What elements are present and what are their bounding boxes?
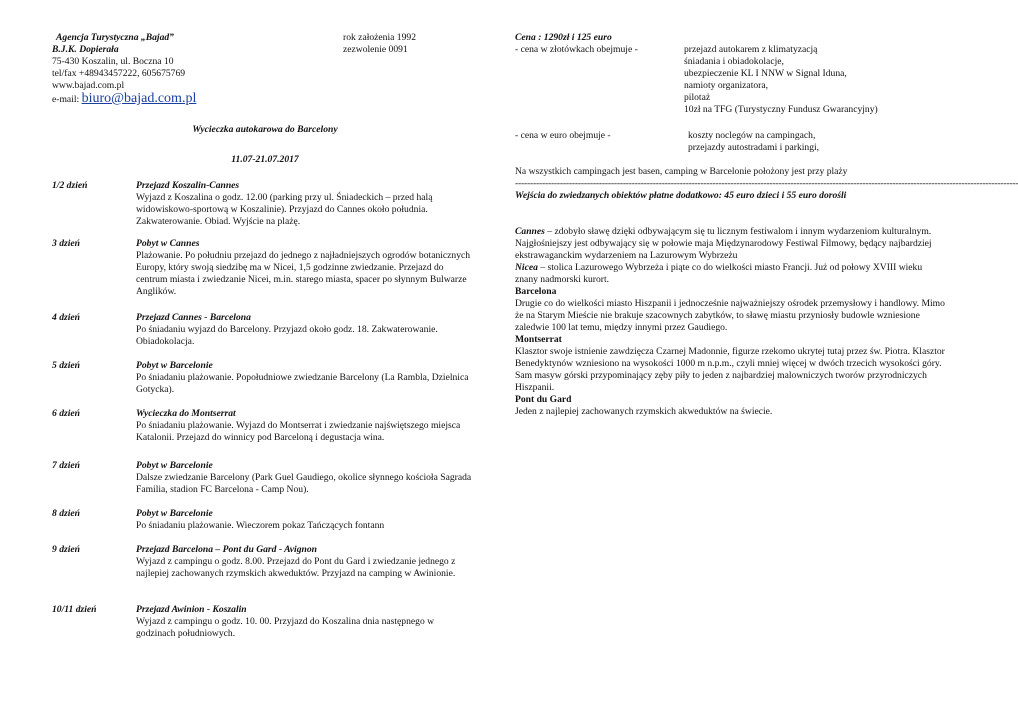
day-description: Plażowanie. Po południu przejazd do jednego z najładniejszych ogrodów botanicznych Europy, który swoją siedzibę ma w Nicei, 1,5 godzinne zwiedzanie. Przejazd do centrum miasta i zwiedzanie Nicei, m.in. starego miasta, spacer po słynnym Bulwarze Anglików. (136, 250, 471, 297)
day-description: Wyjazd z Koszalina o godz. 12.00 (parking przy ul. Śniadeckich – przed halą widowiskowo-sportową w Koszalinie). Przyjazd do Cannes około południa. Zakwaterowanie. Obiad. Wyjście na plażę. (136, 192, 433, 227)
eur-price-label: - cena w euro obejmuje - (515, 130, 611, 141)
price-item: koszty noclegów na campingach, (688, 130, 816, 141)
price-item: namioty organizatora, (684, 80, 769, 91)
agency-phone: tel/fax +48943457222, 605675769 (52, 68, 186, 79)
day-title: Przejazd Koszalin-Cannes (136, 180, 240, 191)
day-block (136, 508, 474, 532)
price-item: śniadania i obiadokolacje, (684, 56, 784, 67)
day-label: 9 dzień (52, 544, 80, 555)
day-block (136, 544, 474, 580)
cannes-name: Cannes (515, 226, 545, 237)
eur-price-items (688, 130, 938, 154)
barcelona-text: Drugie co do wielkości miasto Hiszpanii i jednocześnie najważniejszy ośrodek przemysłowy i handlowy. Mimo że na Starym Mieście nie brakuje szacownych zabytków, to sławę miastu przyniosły budowle wzniesione zaledwie 100 lat temu, między innymi przez Gaudiego. (515, 298, 945, 333)
price-item: pilotaż (684, 92, 711, 103)
price-item: ubezpieczenie KL I NNW w Signal Iduna, (684, 68, 847, 79)
agency-address: 75-430 Koszalin, ul. Boczna 10 (52, 56, 174, 67)
agency-owner: B.J.K. Dopierała (52, 44, 119, 55)
day-title: Pobyt w Cannes (136, 238, 200, 249)
nicea-paragraph (515, 262, 945, 286)
price-item: przejazdy autostradami i parkingi, (688, 142, 820, 153)
montserrat-text: Klasztor swoje istnienie zawdzięcza Czarnej Madonnie, figurze rzekomo ukrytej tutaj przez św. Piotra. Klasztor Benedyktynów wzniesiono na wysokości 1000 m n.p.m., czyli mniej więcej w dwóch trzecich wysokości góry. Sam masyw górski przypominający zęby piły to jeden z najbardziej malowniczych tworów przyrodniczych Hiszpanii. (515, 346, 945, 393)
day-title: Pobyt w Barcelonie (136, 508, 213, 519)
day-title: Przejazd Awinion - Koszalin (136, 604, 247, 615)
day-block (136, 180, 474, 228)
day-block (136, 360, 474, 396)
day-label: 6 dzień (52, 408, 80, 419)
day-title: Wycieczka do Montserrat (136, 408, 236, 419)
permit-number: zezwolenie 0091 (343, 44, 408, 55)
agency-email-row (52, 93, 312, 106)
pontdugard-text: Jeden z najlepiej zachowanych rzymskich akweduktów na świecie. (515, 406, 773, 417)
pontdugard-heading: Pont du Gard (515, 394, 572, 405)
barcelona-heading: Barcelona (515, 286, 557, 297)
day-title: Przejazd Barcelona – Pont du Gard - Avignon (136, 544, 317, 555)
cannes-text: – zdobyło sławę dzięki odbywającym się tu licznym festiwalom i innym wydarzeniom kulturalnym. Najgłośniejszy jest odbywający się w połowie maja Międzynarodowy Festiwal Filmowy, będący najbardziej ekstrawaganckim wydarzeniem na Lazurowym Wybrzeżu (515, 226, 932, 261)
day-description: Po śniadaniu plażowanie. Wieczorem pokaz Tańczących fontann (136, 520, 385, 531)
entrance-fee-note: Wejścia do zwiedzanych obiektów płatne dodatkowo: 45 euro dzieci i 55 euro dorośli (515, 190, 847, 201)
email-label: e-mail: (52, 94, 82, 105)
day-description: Po śniadaniu plażowanie. Wyjazd do Montserrat i zwiedzanie najświętszego miejsca Katalonii. Przejazd do winnicy pod Barceloną i degustacja wina. (136, 420, 461, 443)
day-description: Wyjazd z campingu o godz. 10. 00. Przyjazd do Koszalina dnia następnego w godzinach południowych. (136, 616, 435, 639)
day-block (136, 312, 474, 348)
day-description: Po śniadaniu wyjazd do Barcelony. Przyjazd około godz. 18. Zakwaterowanie. Obiadokolacja. (136, 324, 438, 347)
price-heading: Cena : 1290zł i 125 euro (515, 32, 612, 43)
nicea-name: Nicea (515, 262, 538, 273)
day-title: Przejazd Cannes - Barcelona (136, 312, 251, 323)
cannes-paragraph (515, 226, 945, 262)
day-label: 3 dzień (52, 238, 80, 249)
day-block (136, 460, 474, 496)
agency-name: Agencja Turystyczna „Bajad” (56, 32, 174, 43)
day-label: 8 dzień (52, 508, 80, 519)
destination-info (515, 226, 945, 418)
trip-title: Wycieczka autokarowa do Barcelony (192, 124, 338, 135)
day-block (136, 604, 474, 640)
day-label: 5 dzień (52, 360, 80, 371)
pln-price-label: - cena w złotówkach obejmuje - (515, 44, 638, 55)
day-block (136, 408, 474, 444)
nicea-text: – stolica Lazurowego Wybrzeża i piąte co do wielkości miasto Francji. Już od połowy XVIII wieku znany nadmorski kurort. (515, 262, 923, 285)
day-block (136, 238, 474, 298)
pln-price-items (684, 44, 944, 116)
day-title: Pobyt w Barcelonie (136, 360, 213, 371)
day-description: Dalsze zwiedzanie Barcelony (Park Guel Gaudiego, okolice słynnego kościoła Sagrada Familia, stadion FC Barcelona - Camp Nou). (136, 472, 472, 495)
price-item: przejazd autokarem z klimatyzacją (684, 44, 818, 55)
email-link[interactable]: biuro@bajad.com.pl (81, 91, 197, 106)
agency-www: www.bajad.com.pl (52, 80, 125, 91)
day-label: 4 dzień (52, 312, 80, 323)
day-description: Po śniadaniu plażowanie. Popołudniowe zwiedzanie Barcelony (La Rambla, Dzielnica Gotycka). (136, 372, 469, 395)
price-item: 10zł na TFG (Turystyczny Fundusz Gwarancyjny) (684, 104, 878, 115)
day-title: Pobyt w Barcelonie (136, 460, 213, 471)
day-label: 7 dzień (52, 460, 80, 471)
dashed-divider: ------------------------------------------------------------------------------------------------------------------------------------------------------------------------ (515, 178, 1018, 189)
pool-note: Na wszystkich campingach jest basen, camping w Barcelonie położony jest przy plaży (515, 166, 848, 177)
montserrat-heading: Montserrat (515, 334, 562, 345)
agency-info (52, 32, 312, 106)
founded-year: rok założenia 1992 (343, 32, 416, 43)
agency-registration (343, 32, 483, 56)
day-label: 10/11 dzień (52, 604, 97, 615)
day-description: Wyjazd z campingu o godz. 8.00. Przejazd do Pont du Gard i zwiedzanie jednego z najlepiej zachowanych rzymskich akweduktów. Przyjazd na camping w Awinionie. (136, 556, 456, 579)
day-label: 1/2 dzień (52, 180, 88, 191)
trip-dates: 11.07-21.07.2017 (231, 154, 299, 165)
